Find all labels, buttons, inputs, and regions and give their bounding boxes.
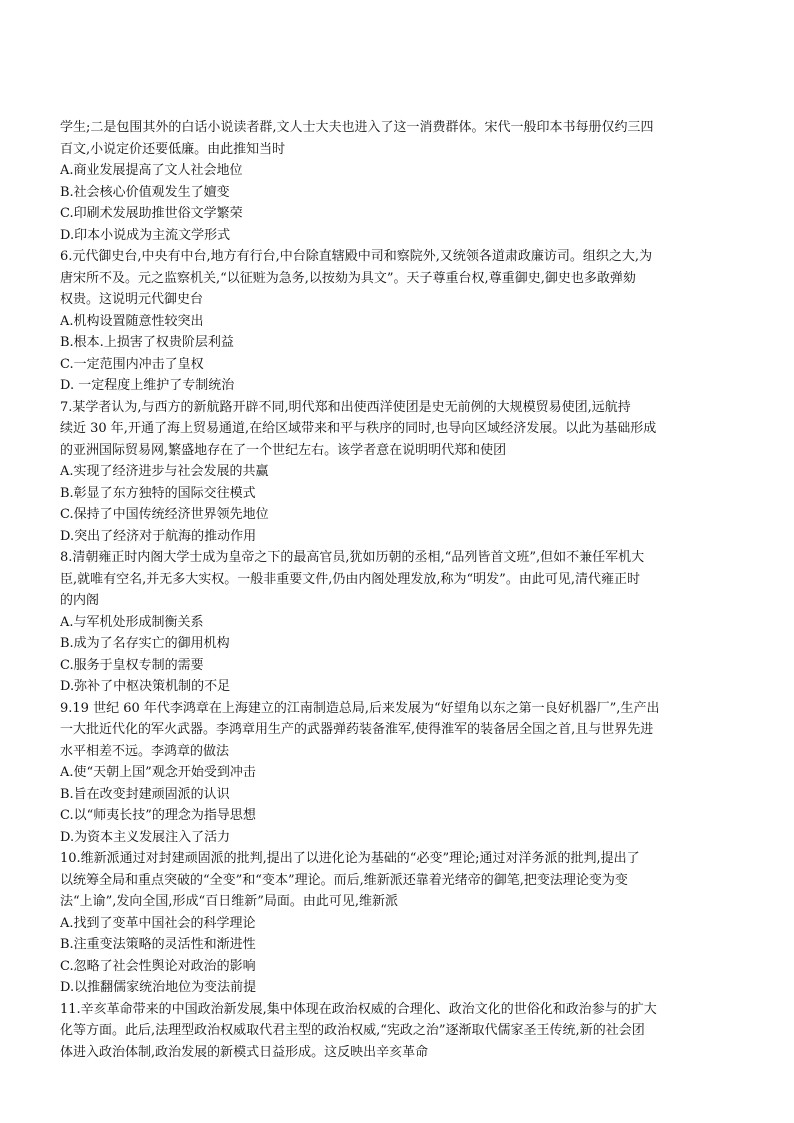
question-text-line: 臣,就唯有空名,并无多大实权。一般非重要文件,仍由内阁处理发放,称为“明发”。由此可见,清代雍正时 bbox=[60, 571, 640, 587]
question-text-line: 的亚洲国际贸易网,繁盛地存在了一个世纪左右。该学者意在说明明代郑和使团 bbox=[60, 442, 507, 458]
option-d: D.突出了经济对于航海的推动作用 bbox=[60, 528, 257, 544]
option-c: C.以“师夷长技”的理念为指导思想 bbox=[60, 808, 256, 823]
option-a: A.使“天朝上国”观念开始受到冲击 bbox=[60, 765, 256, 780]
option-d: D.为资本主义发展注入了活力 bbox=[60, 829, 231, 845]
option-b: B.旨在改变封建顽固派的认识 bbox=[60, 786, 230, 802]
option-d: D. 一定程度上维护了专制统治 bbox=[60, 378, 235, 393]
question-text-line: 一大批近代化的军火武器。李鸿章用生产的武器弹药装备淮军,使得淮军的装备居全国之首,且与世界先进 bbox=[60, 722, 654, 737]
question-11 bbox=[60, 999, 736, 1064]
option-d: D.弥补了中枢决策机制的不足 bbox=[60, 679, 231, 694]
question-text-line: 以统筹全局和重点突破的“全变”和“变本”理论。而后,维新派还靠着光绪帝的御笔,把变法理论变为变 bbox=[60, 872, 628, 888]
exam-page bbox=[60, 117, 736, 1063]
question-5-continuation bbox=[60, 117, 736, 246]
option-c: C.印刷术发展助推世俗文学繁荣 bbox=[60, 206, 243, 221]
option-a: A.实现了经济进步与社会发展的共赢 bbox=[60, 464, 269, 479]
question-8 bbox=[60, 547, 736, 698]
option-b: B.成为了名存实亡的御用机构 bbox=[60, 636, 230, 651]
question-text-line: 水平相差不远。李鸿章的做法 bbox=[60, 743, 230, 759]
option-b: B.社会核心价值观发生了嬗变 bbox=[60, 184, 230, 200]
question-text-line: 学生;二是包围其外的白话小说读者群,文人士大夫也进入了这一消费群体。宋代一般印本书每册仅约三四 bbox=[60, 120, 654, 135]
question-10 bbox=[60, 848, 736, 999]
option-b: B.彰显了东方独特的国际交往模式 bbox=[60, 485, 256, 501]
option-a: A.找到了变革中国社会的科学理论 bbox=[60, 915, 256, 931]
option-c: C.忽略了社会性舆论对政治的影响 bbox=[60, 958, 256, 974]
question-text-line: 9.19 世纪 60 年代李鸿章在上海建立的江南制造总局,后来发展为“好望角以东之第一良好机器厂”,生产出 bbox=[60, 700, 660, 716]
question-7 bbox=[60, 397, 736, 548]
option-a: A.机构设置随意性较突出 bbox=[60, 313, 204, 329]
option-d: D.印本小说成为主流文学形式 bbox=[60, 227, 231, 243]
question-text-line: 6.元代御史台,中央有中台,地方有行台,中台除直辖殿中司和察院外,又统领各道肃政廉访司。组织之大,为 bbox=[60, 249, 653, 264]
option-b: B.根本.上损害了权贵阶层利益 bbox=[60, 335, 234, 350]
question-text-line: 唐宋所不及。元之监察机关,“以征赃为急务,以按劾为具文”。天子尊重台权,尊重御史,御史也多敢弹劾 bbox=[60, 270, 636, 286]
question-text-line: 续近 30 年,开通了海上贸易通道,在给区域带来和平与秩序的同时,也导向区域经济发展。以此为基础形成 bbox=[60, 421, 657, 436]
option-b: B.注重变法策略的灵活性和渐进性 bbox=[60, 937, 256, 952]
question-9 bbox=[60, 698, 736, 849]
question-text-line: 权贵。这说明元代御史台 bbox=[60, 292, 204, 307]
question-6 bbox=[60, 246, 736, 397]
option-a: A.与军机处形成制衡关系 bbox=[60, 614, 204, 630]
question-text-line: 百文,小说定价还要低廉。由此推知当时 bbox=[60, 141, 286, 157]
option-c: C.一定范围内冲击了皇权 bbox=[60, 356, 204, 372]
question-text-line: 化等方面。此后,法理型政治权威取代君主型的政治权威,“宪政之治”逐渐取代儒家圣王传统,新的社会团 bbox=[60, 1023, 645, 1038]
option-c: C.服务于皇权专制的需要 bbox=[60, 657, 204, 673]
question-text-line: 7.某学者认为,与西方的新航路开辟不同,明代郑和出使西洋使团是史无前例的大规模贸易使团,远航持 bbox=[60, 399, 631, 415]
option-d: D.以推翻儒家统治地位为变法前提 bbox=[60, 980, 257, 995]
option-a: A.商业发展提高了文人社会地位 bbox=[60, 163, 243, 178]
question-text-line: 的内阁 bbox=[60, 593, 100, 608]
question-text-line: 11.辛亥革命带来的中国政治新发展,集中体现在政治权威的合理化、政治文化的世俗化和政治参与的扩大 bbox=[60, 1001, 657, 1017]
option-c: C.保持了中国传统经济世界领先地位 bbox=[60, 507, 269, 522]
question-text-line: 法“上谕”,发向全国,形成“百日维新”局面。由此可见,维新派 bbox=[60, 894, 398, 909]
question-text-line: 10.维新派通过对封建顽固派的批判,提出了以进化论为基础的“必变”理论;通过对洋务派的批判,提出了 bbox=[60, 851, 640, 866]
question-text-line: 体进入政治体制,政治发展的新模式日益形成。这反映出辛亥革命 bbox=[60, 1044, 429, 1060]
question-text-line: 8.清朝雍正时内阁大学士成为皇帝之下的最高官员,犹如历朝的丞相,“品列皆首文班”,但如不兼任军机大 bbox=[60, 550, 645, 565]
